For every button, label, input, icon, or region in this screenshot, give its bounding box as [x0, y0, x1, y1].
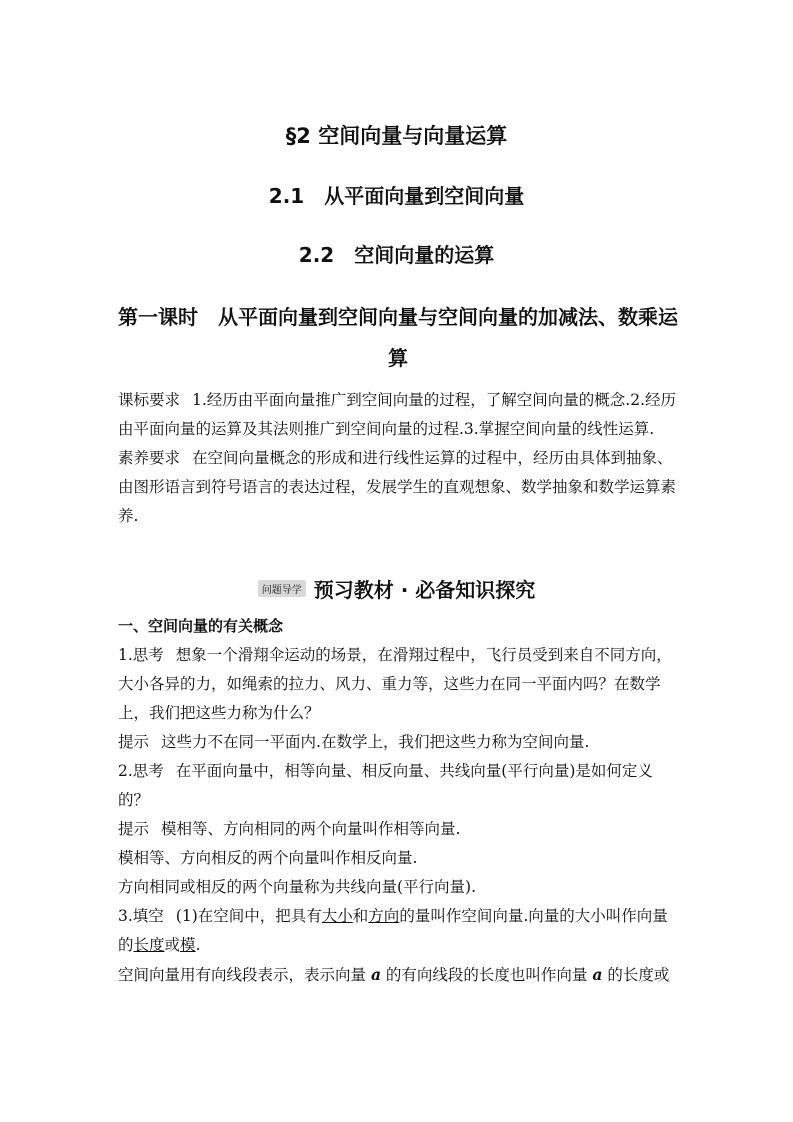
- concepts-section: [118, 612, 678, 990]
- hint-1: [118, 728, 678, 757]
- section-title: §2 空间向量与向量运算: [285, 124, 508, 148]
- fill-label-3: 3.填空: [118, 907, 164, 925]
- hint-label-2: 提示: [118, 820, 150, 838]
- standard-label: 课标要求: [118, 391, 181, 409]
- banner-tag: 问题导学: [258, 580, 306, 597]
- vector-variable-a: a: [370, 965, 381, 984]
- banner-title: 预习教材 · 必备知识探究: [313, 578, 536, 602]
- hint-text-1: 这些力不在同一平面内.在数学上，我们把这些力称为空间向量.: [161, 733, 590, 751]
- concepts-heading: 一、空间向量的有关概念: [118, 617, 284, 635]
- standard-text: 1.经历由平面向量推广到空间向量的过程，了解空间向量的概念.2.经历由平面向量的运算及其法则推广到空间向量的过程.3.掌握空间向量的线性运算.: [118, 391, 677, 438]
- lesson-title: 第一课时 从平面向量到空间向量与空间向量的加减法、数乘运算: [118, 305, 678, 370]
- hint-2-line-3: 方向相同或相反的两个向量称为共线向量(平行向量).: [118, 878, 477, 896]
- literacy-requirement: [118, 444, 678, 531]
- blank-answer-size: 大小: [321, 907, 353, 925]
- section-banner: [0, 574, 793, 603]
- fill-text: 和: [352, 907, 369, 925]
- hint-2: [118, 815, 678, 844]
- literacy-text: 在空间向量概念的形成和进行线性运算的过程中，经历由具体到抽象、由图形语言到符号语言的表达过程，发展学生的直观想象、数学抽象和数学运算素养.: [118, 449, 677, 525]
- hint-2-line-2: 模相等、方向相反的两个向量叫作相反向量.: [118, 849, 418, 867]
- body-text: 的长度或: [602, 966, 670, 984]
- hint-label-1: 提示: [118, 733, 150, 751]
- fill-text: 的量叫作空间向量.向量的大小叫作向量的: [118, 907, 668, 954]
- body-text: 空间向量用有向线段表示，表示向量: [118, 966, 371, 984]
- vector-variable-a: a: [592, 965, 603, 984]
- think-question-2: [118, 757, 678, 815]
- subsection-title-2-2: 2.2 空间向量的运算: [298, 243, 495, 267]
- think-text-1: 想象一个滑翔伞运动的场景，在滑翔过程中，飞行员受到来自不同方向，大小各异的力，如绳索的拉力、风力、重力等，这些力在同一平面内吗？在数学上，我们把这些力称为什么？: [118, 646, 672, 722]
- standard-requirement: [118, 386, 678, 444]
- fill-blank-3: [118, 902, 678, 960]
- blank-answer-direction: 方向: [368, 907, 400, 925]
- think-question-1: [118, 641, 678, 728]
- fill-text: 或: [164, 936, 181, 954]
- fill-text: (1)在空间中，把具有: [175, 907, 322, 925]
- blank-answer-modulus: 模: [180, 936, 196, 954]
- vector-representation-line: [118, 960, 678, 990]
- blank-answer-length: 长度: [133, 936, 165, 954]
- literacy-label: 素养要求: [118, 449, 181, 467]
- think-label-2: 2.思考: [118, 762, 164, 780]
- think-label-1: 1.思考: [118, 646, 164, 664]
- body-text: 的有向线段的长度也叫作向量: [380, 966, 593, 984]
- think-text-2: 在平面向量中，相等向量、相反向量、共线向量(平行向量)是如何定义的？: [118, 762, 653, 809]
- hint-text-2: 模相等、方向相同的两个向量叫作相等向量.: [161, 820, 461, 838]
- fill-text: .: [195, 936, 201, 954]
- requirements-block: [118, 386, 678, 531]
- subsection-title-2-1: 2.1 从平面向量到空间向量: [268, 184, 525, 208]
